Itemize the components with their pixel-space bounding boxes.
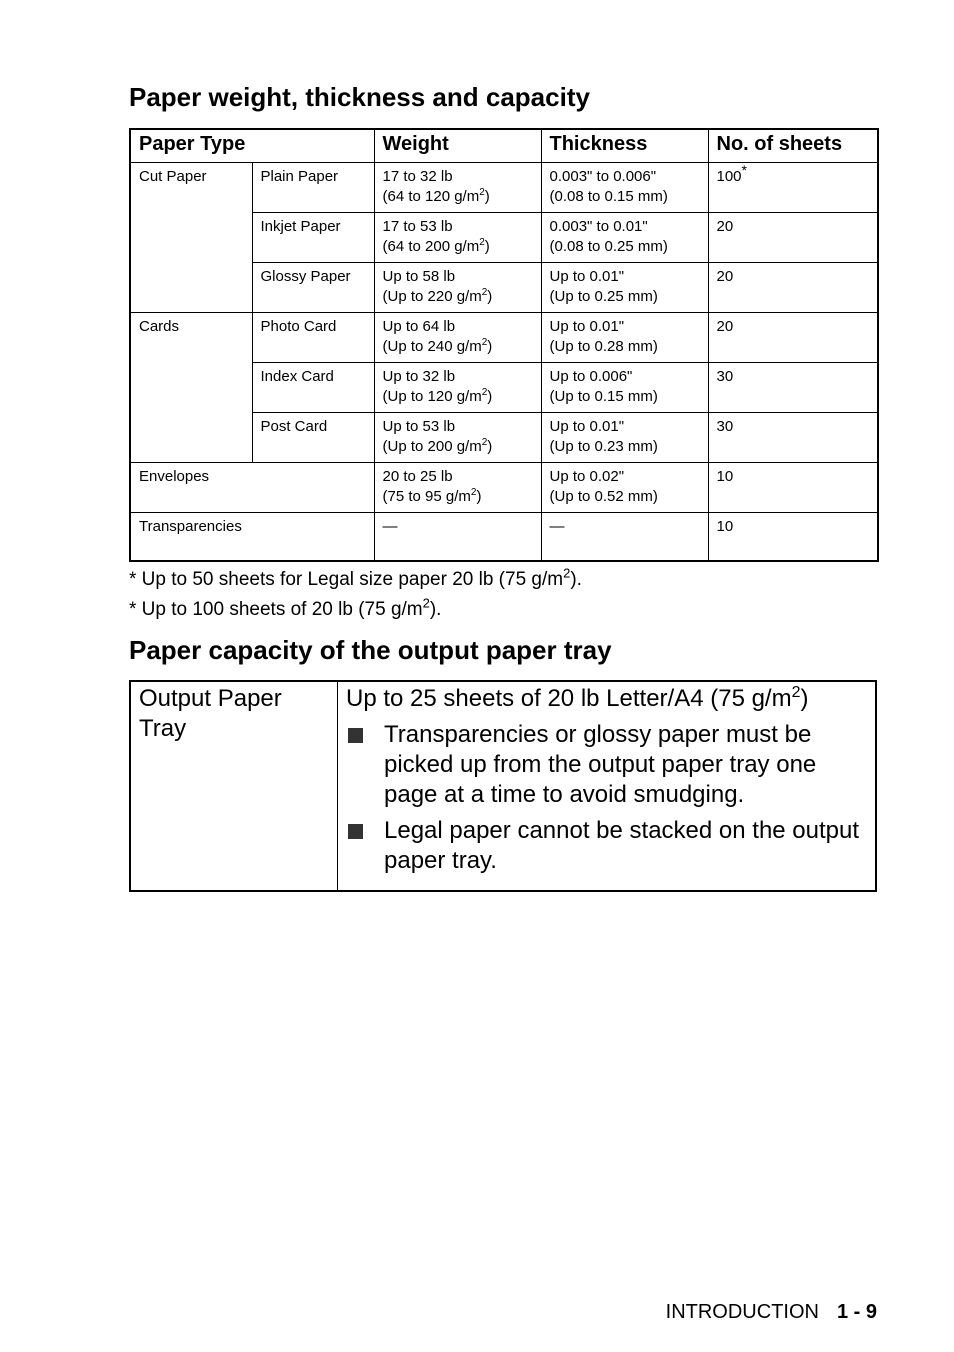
thickness-cell: 0.003" to 0.01" (0.08 to 0.25 mm) <box>541 212 708 262</box>
header-thickness: Thickness <box>541 129 708 162</box>
thickness-cell: Up to 0.01" (Up to 0.23 mm) <box>541 412 708 462</box>
sheets-cell: 20 <box>708 312 878 362</box>
group-cell: Cards <box>130 312 252 462</box>
output-tray-table <box>129 680 877 892</box>
section-title-output-tray: Paper capacity of the output paper tray <box>129 635 612 665</box>
output-tray-capacity: Up to 25 sheets of 20 lb Letter/A4 (75 $g/m^2$) <box>346 684 809 712</box>
table-header-row <box>130 129 878 162</box>
weight-cell: Up to 58 lb (Up to 220 $g/m^2$) <box>374 262 541 312</box>
thickness-cell: Up to 0.02" (Up to 0.52 mm) <box>541 462 708 512</box>
sheets-cell: 10 <box>708 512 878 561</box>
footnote-mark: * <box>741 161 747 178</box>
square-bullet-icon <box>348 728 363 743</box>
footnote-legal: * Up to 50 sheets for Legal size paper 20 lb (75 $g/m^2$). <box>129 565 582 590</box>
paper-spec-table <box>129 128 879 562</box>
thickness-cell: Up to 0.006" (Up to 0.15 mm) <box>541 362 708 412</box>
type-cell: Plain Paper <box>252 162 374 212</box>
sheets-cell: 100* <box>708 162 878 212</box>
sheets-cell: 10 <box>708 462 878 512</box>
weight-cell: Up to 32 lb (Up to 120 $g/m^2$) <box>374 362 541 412</box>
weight-cell: 20 to 25 lb (75 to 95 $g/m^2$) <box>374 462 541 512</box>
section-title-paper-weight: Paper weight, thickness and capacity <box>129 82 590 112</box>
type-cell: Post Card <box>252 412 374 462</box>
output-tray-label: Output Paper Tray <box>130 681 338 891</box>
type-cell: Photo Card <box>252 312 374 362</box>
list-item: Transparencies or glossy paper must be picked up from the output paper tray one page at a time to avoid smudging. <box>346 720 867 810</box>
output-tray-details <box>338 681 877 891</box>
sheets-cell: 20 <box>708 262 878 312</box>
sheets-cell: 30 <box>708 412 878 462</box>
weight-cell: Up to 64 lb (Up to 240 $g/m^2$) <box>374 312 541 362</box>
table-row <box>130 462 878 512</box>
sheets-cell: 20 <box>708 212 878 262</box>
thickness-cell: Up to 0.01" (Up to 0.25 mm) <box>541 262 708 312</box>
group-cell: Envelopes <box>130 462 374 512</box>
square-bullet-icon <box>348 824 363 839</box>
header-weight: Weight <box>374 129 541 162</box>
table-row <box>130 512 878 561</box>
note-list <box>346 720 867 876</box>
type-cell: Glossy Paper <box>252 262 374 312</box>
footnote-100-sheets: * Up to 100 sheets of 20 lb (75 $g/m^2$). <box>129 595 442 620</box>
table-row <box>130 681 876 891</box>
weight-cell: 17 to 32 lb (64 to 120 $g/m^2$) <box>374 162 541 212</box>
page-footer <box>666 1300 877 1324</box>
type-cell: Index Card <box>252 362 374 412</box>
thickness-cell: — <box>541 512 708 561</box>
list-item: Legal paper cannot be stacked on the output paper tray. <box>346 816 867 876</box>
thickness-cell: 0.003" to 0.006" (0.08 to 0.15 mm) <box>541 162 708 212</box>
weight-cell: Up to 53 lb (Up to 200 $g/m^2$) <box>374 412 541 462</box>
sheets-cell: 30 <box>708 362 878 412</box>
header-sheets: No. of sheets <box>708 129 878 162</box>
weight-cell: 17 to 53 lb (64 to 200 $g/m^2$) <box>374 212 541 262</box>
footer-section: INTRODUCTION <box>665 1301 819 1323</box>
type-cell: Inkjet Paper <box>252 212 374 262</box>
table-row <box>130 162 878 212</box>
group-cell: Cut Paper <box>130 162 252 312</box>
thickness-cell: Up to 0.01" (Up to 0.28 mm) <box>541 312 708 362</box>
header-paper-type: Paper Type <box>130 129 374 162</box>
weight-cell: — <box>374 512 541 561</box>
group-cell: Transparencies <box>130 512 374 561</box>
table-row <box>130 312 878 362</box>
page-number: 1 - 9 <box>836 1301 877 1323</box>
